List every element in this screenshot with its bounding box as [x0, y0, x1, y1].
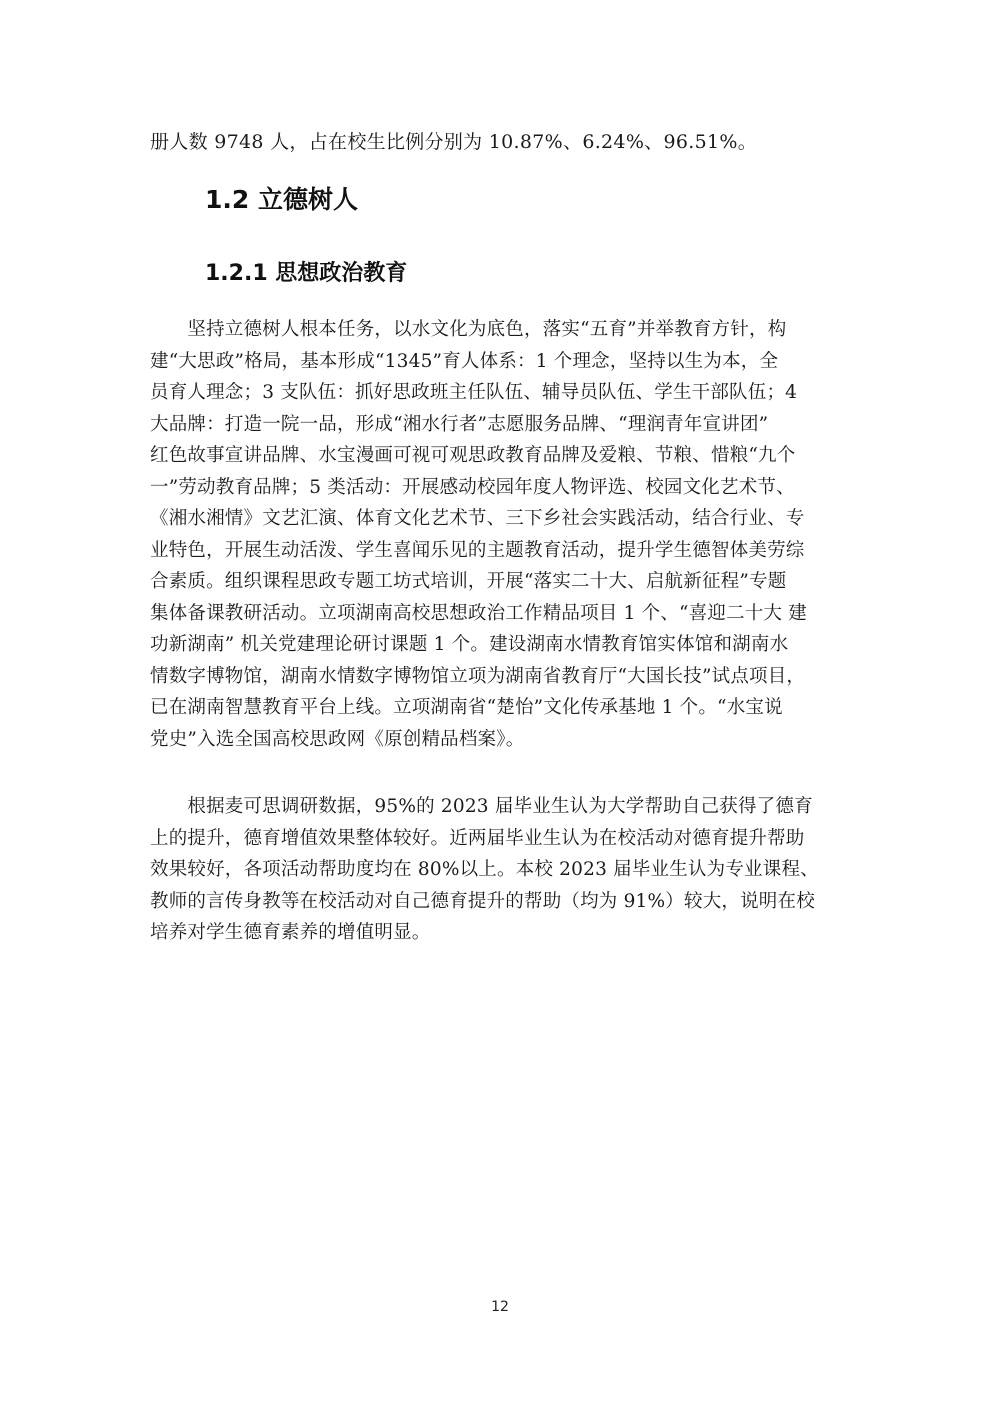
paragraph-line: 培养对学生德育素养的增值明显。 [150, 922, 431, 943]
paragraph-line: 坚持立德树人根本任务，以水文化为底色，落实“五育”并举教育方针，构 [150, 319, 787, 340]
paragraph-line: 建“大思政”格局，基本形成“1345”育人体系：1 个理念，坚持以生为本，全 [150, 350, 779, 372]
paragraph-line: 大品牌：打造一院一品，形成“湘水行者”志愿服务品牌、“理润青年宣讲团” [150, 413, 769, 435]
paragraph-line: 业特色，开展生动活泼、学生喜闻乐见的主题教育活动，提升学生德智体美劳综 [150, 539, 805, 561]
paragraph-line: 一”劳动教育品牌；5 类活动：开展感动校园年度人物评选、校园文化艺术节、 [150, 476, 795, 498]
paragraph-line: 情数字博物馆，湖南水情数字博物馆立项为湖南省教育厅“大国长技”试点项目， [150, 665, 806, 687]
paragraph-line: 《湘水湘情》文艺汇演、体育文化艺术节、三下乡社会实践活动，结合行业、专 [150, 508, 805, 529]
paragraph-line: 上的提升，德育增值效果整体较好。近两届毕业生认为在校活动对德育提升帮助 [150, 827, 805, 849]
section-heading: 1.2 立德树人 [205, 185, 358, 214]
paragraph-line: 员育人理念；3 支队伍：抓好思政班主任队伍、辅导员队伍、学生干部队伍；4 [150, 382, 798, 403]
paragraph-ideological-education [150, 314, 850, 755]
paragraph-line: 集体备课教研活动。立项湖南高校思想政治工作精品项目 1 个、“喜迎二十大 建 [150, 602, 807, 624]
paragraph-line: 教师的言传身教等在校活动对自己德育提升的帮助（均为 91%）较大，说明在校 [150, 890, 815, 912]
paragraph-line: 效果较好，各项活动帮助度均在 80%以上。本校 2023 届毕业生认为专业课程、 [150, 859, 819, 880]
paragraph-survey-results [150, 791, 850, 949]
paragraph-line: 功新湖南” 机关党建理论研讨课题 1 个。建设湖南水情教育馆实体馆和湖南水 [150, 634, 789, 655]
paragraph-line: 合素质。组织课程思政专题工坊式培训，开展“落实二十大、启航新征程”专题 [150, 571, 787, 592]
paragraph-line: 党史”入选全国高校思政网《原创精品档案》。 [150, 728, 525, 750]
subsection-heading: 1.2.1 思想政治教育 [205, 261, 408, 286]
paragraph-line: 红色故事宣讲品牌、水宝漫画可视可观思政教育品牌及爱粮、节粮、惜粮“九个 [150, 445, 796, 466]
paragraph-line: 已在湖南智慧教育平台上线。立项湖南省“楚怡”文化传承基地 1 个。“水宝说 [150, 697, 783, 718]
page-number: 12 [491, 1299, 509, 1315]
paragraph-line: 根据麦可思调研数据，95%的 2023 届毕业生认为大学帮助自己获得了德育 [150, 796, 813, 817]
intro-line: 册人数 9748 人，占在校生比例分别为 10.87%、6.24%、96.51%。 [150, 131, 758, 153]
